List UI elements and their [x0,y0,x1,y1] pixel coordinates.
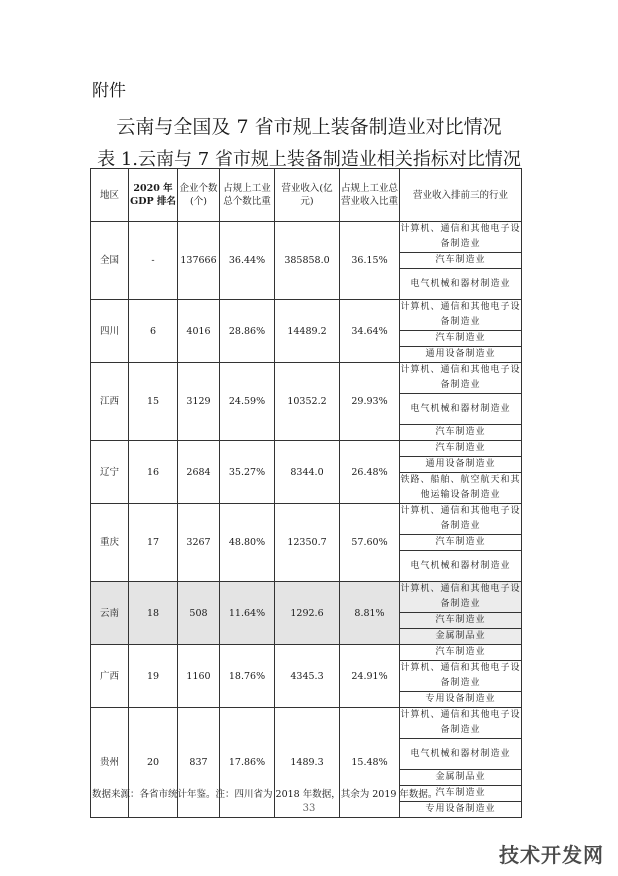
table-body [91,222,522,818]
cell-revenue: 8344.0 [275,441,340,504]
cell-enterprises: 3267 [178,504,220,582]
cell-industry: 汽车制造业 [400,253,522,269]
cell-share-revenue: 34.64% [340,300,400,363]
cell-revenue: 12350.7 [275,504,340,582]
table-row [91,708,522,739]
cell-revenue: 4345.3 [275,645,340,708]
table-row [91,645,522,661]
cell-industry: 汽车制造业 [400,535,522,551]
cell-region: 辽宁 [91,441,129,504]
table-row [91,441,522,457]
cell-industry: 通用设备制造业 [400,347,522,363]
cell-industry: 汽车制造业 [400,425,522,441]
cell-share-revenue: 24.91% [340,645,400,708]
attachment-label: 附件 [92,81,126,101]
cell-revenue: 1489.3 [275,708,340,818]
cell-enterprises: 837 [178,708,220,818]
cell-gdp-rank: 20 [129,708,178,818]
comparison-table [90,168,522,818]
cell-gdp-rank: 19 [129,645,178,708]
table-row [91,300,522,331]
header-region: 地区 [91,169,129,222]
cell-industry: 汽车制造业 [400,331,522,347]
cell-industry: 计算机、通信和其他电子设备制造业 [400,363,522,394]
cell-share-count: 18.76% [220,645,275,708]
watermark: 技术开发网 [499,843,604,867]
header-top-industries: 营业收入排前三的行业 [400,169,522,222]
cell-industry: 电气机械和器材制造业 [400,739,522,770]
cell-share-revenue: 26.48% [340,441,400,504]
cell-share-count: 48.80% [220,504,275,582]
cell-enterprises: 1160 [178,645,220,708]
cell-industry: 电气机械和器材制造业 [400,551,522,582]
cell-gdp-rank: 16 [129,441,178,504]
cell-region: 四川 [91,300,129,363]
cell-enterprises: 508 [178,582,220,645]
cell-industry: 计算机、通信和其他电子设备制造业 [400,504,522,535]
cell-share-revenue: 15.48% [340,708,400,818]
header-revenue: 营业收入(亿元) [275,169,340,222]
cell-industry: 电气机械和器材制造业 [400,394,522,425]
cell-revenue: 1292.6 [275,582,340,645]
table-row [91,504,522,535]
table-row [91,582,522,613]
cell-share-count: 17.86% [220,708,275,818]
cell-enterprises: 137666 [178,222,220,300]
cell-share-count: 36.44% [220,222,275,300]
cell-gdp-rank: 17 [129,504,178,582]
cell-share-revenue: 57.60% [340,504,400,582]
cell-industry: 汽车制造业 [400,613,522,629]
cell-industry: 计算机、通信和其他电子设备制造业 [400,222,522,253]
cell-share-count: 28.86% [220,300,275,363]
cell-share-revenue: 29.93% [340,363,400,441]
cell-industry: 电气机械和器材制造业 [400,269,522,300]
header-share-count: 占规上工业总个数比重 [220,169,275,222]
cell-enterprises: 2684 [178,441,220,504]
cell-industry: 汽车制造业 [400,441,522,457]
cell-industry: 计算机、通信和其他电子设备制造业 [400,582,522,613]
cell-region: 云南 [91,582,129,645]
cell-gdp-rank: 15 [129,363,178,441]
cell-industry: 计算机、通信和其他电子设备制造业 [400,708,522,739]
cell-revenue: 385858.0 [275,222,340,300]
cell-share-revenue: 8.81% [340,582,400,645]
cell-share-count: 24.59% [220,363,275,441]
cell-region: 重庆 [91,504,129,582]
cell-industry: 专用设备制造业 [400,692,522,708]
cell-enterprises: 3129 [178,363,220,441]
cell-industry: 通用设备制造业 [400,457,522,473]
main-title: 云南与全国及 7 省市规上装备制造业对比情况 [116,116,502,138]
cell-industry: 专用设备制造业 [400,802,522,818]
cell-share-count: 35.27% [220,441,275,504]
cell-revenue: 14489.2 [275,300,340,363]
cell-industry: 计算机、通信和其他电子设备制造业 [400,300,522,331]
table-row [91,222,522,253]
cell-gdp-rank: - [129,222,178,300]
header-enterprises: 企业个数(个) [178,169,220,222]
cell-gdp-rank: 18 [129,582,178,645]
cell-share-count: 11.64% [220,582,275,645]
cell-industry: 铁路、船舶、航空航天和其他运输设备制造业 [400,473,522,504]
cell-industry: 计算机、通信和其他电子设备制造业 [400,661,522,692]
cell-industry: 金属制品业 [400,629,522,645]
header-gdp-rank: 2020 年 GDP 排名 [129,169,178,222]
table-row [91,363,522,394]
table-title: 表 1.云南与 7 省市规上装备制造业相关指标对比情况 [97,149,521,170]
cell-share-revenue: 36.15% [340,222,400,300]
cell-industry: 汽车制造业 [400,645,522,661]
source-note: 数据来源：各省市统计年鉴。注：四川省为 2018 年数据，其余为 2019 年数据。 [92,789,438,800]
cell-region: 广西 [91,645,129,708]
cell-gdp-rank: 6 [129,300,178,363]
cell-region: 贵州 [91,708,129,818]
cell-region: 江西 [91,363,129,441]
table-header-row [91,169,522,222]
cell-revenue: 10352.2 [275,363,340,441]
page-number: 33 [302,803,316,814]
header-share-revenue: 占规上工业总营业收入比重 [340,169,400,222]
cell-industry: 汽车制造业 [400,786,522,802]
cell-enterprises: 4016 [178,300,220,363]
cell-industry: 金属制品业 [400,770,522,786]
cell-region: 全国 [91,222,129,300]
